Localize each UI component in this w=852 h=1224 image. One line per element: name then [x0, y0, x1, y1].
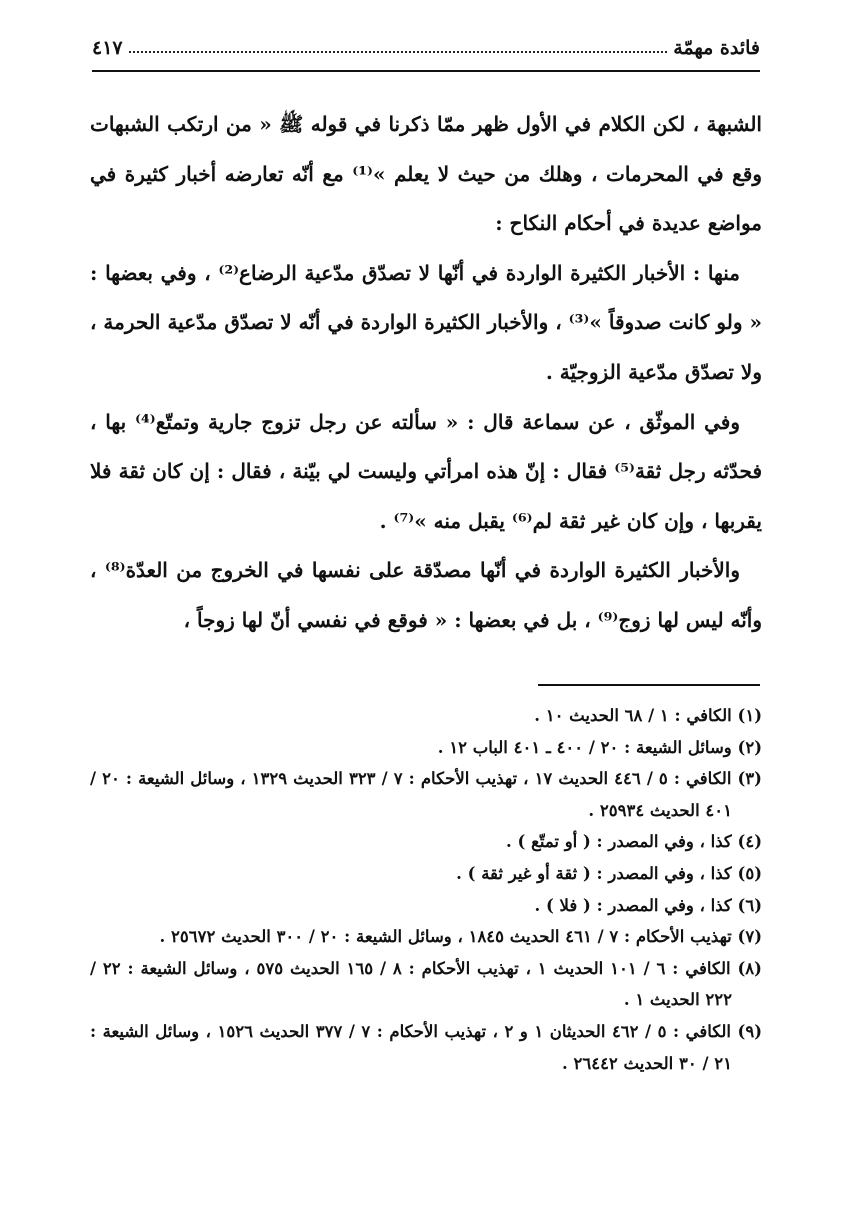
paragraph-1: الشبهة ، لكن الكلام في الأول ظهر ممّا ذكرنا في قوله ﷺ « من ارتكب الشبهات وقع في المحرمات ، وهلك من حيث لا يعلم »⁽¹⁾ مع أنّه تعارضه أخبار كثيرة في مواضع عديدة في أحكام النكاح : — [90, 112, 762, 236]
footnote-4: (٤) كذا ، وفي المصدر : ( أو تمتّع ) . — [506, 832, 762, 852]
running-header — [92, 30, 760, 66]
running-title: فائدة مهمّة — [673, 37, 760, 59]
leader-dots — [129, 43, 668, 53]
footnote-9: (٩) الكافي : ٥ / ٤٦٢ الحديثان ١ و ٢ ، تهذيب الأحكام : ٧ / ٣٧٧ الحديث ١٥٢٦ ، وسائل الشيعة : ٢١ / ٣٠ الحديث ٢٦٤٤٢ . — [90, 1021, 762, 1073]
footnote-5: (٥) كذا ، وفي المصدر : ( ثقة أو غير ثقة ) . — [456, 863, 762, 883]
paragraph-3: وفي الموثّق ، عن سماعة قال : « سألته عن رجل تزوج جارية وتمتّع⁽⁴⁾ بها ، فحدّثه رجل ثقة⁽⁵⁾ فقال : إنّ هذه امرأتي وليست لي بيّنة ، فقال : إن كان ثقة فلا يقربها ، وإن كان غير ثقة لم⁽⁶⁾ يقبل منه »⁽⁷⁾ . — [90, 409, 763, 533]
footnotes — [90, 700, 762, 1079]
footnote-1: (١) الكافي : ١ / ٦٨ الحديث ١٠ . — [534, 706, 762, 725]
footnote-3: (٣) الكافي : ٥ / ٤٤٦ الحديث ١٧ ، تهذيب الأحكام : ٧ / ٣٢٣ الحديث ١٣٢٩ ، وسائل الشيعة : ٢٠ / ٤٠١ الحديث ٢٥٩٣٤ . — [90, 769, 762, 820]
page-number: ٤١٧ — [92, 37, 123, 59]
footnote-separator — [538, 684, 760, 686]
main-text — [90, 100, 762, 646]
paragraph-4: والأخبار الكثيرة الواردة في أنّها مصدّقة على نفسها في الخروج من العدّة⁽⁸⁾ ، وأنّه ليس لها زوج⁽⁹⁾ ، بل في بعضها : « فوقع في نفسي أنّ لها زوجاً ، — [90, 558, 762, 632]
paragraph-2: منها : الأخبار الكثيرة الواردة في أنّها لا تصدّق مدّعية الرضاع⁽²⁾ ، وفي بعضها : « ولو كانت صدوقاً »⁽³⁾ ، والأخبار الكثيرة الواردة في أنّه لا تصدّق مدّعية الحرمة ، ولا تصدّق مدّعية الزوجيّة . — [90, 260, 762, 384]
footnote-2: (٢) وسائل الشيعة : ٢٠ / ٤٠٠ ـ ٤٠١ الباب ١٢ . — [437, 737, 762, 757]
header-rule — [92, 70, 760, 72]
footnote-6: (٦) كذا ، وفي المصدر : ( فلا ) . — [534, 895, 762, 915]
footnote-8: (٨) الكافي : ٦ / ١٠١ الحديث ١ ، تهذيب الأحكام : ٨ / ١٦٥ الحديث ٥٧٥ ، وسائل الشيعة : ٢٢ / ٢٢٢ الحديث ١ . — [90, 958, 762, 1010]
footnote-7: (٧) تهذيب الأحكام : ٧ / ٤٦١ الحديث ١٨٤٥ ، وسائل الشيعة : ٢٠ / ٣٠٠ الحديث ٢٥٦٧٢ . — [159, 927, 762, 947]
